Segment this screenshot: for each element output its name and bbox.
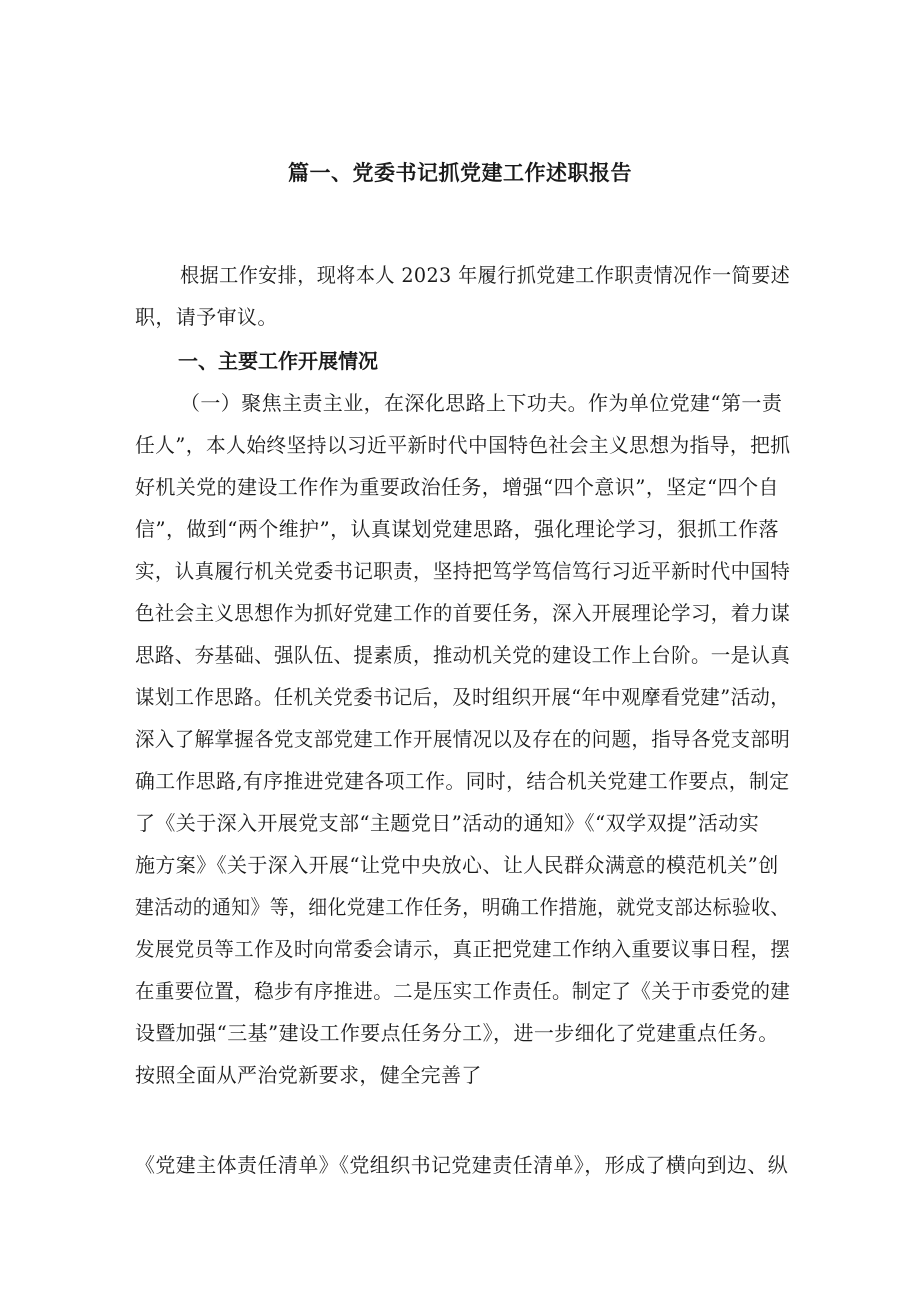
body-line: 发展党员等工作及时向常委会请示，真正把党建工作纳入重要议事日程，摆 <box>135 937 791 961</box>
body-line: 了《关于深入开展党支部“主题党日”活动的通知》《“双学双提”活动实 <box>135 811 760 835</box>
body-line: 实，认真履行机关党委书记职责，坚持把笃学笃信笃行习近平新时代中国特 <box>135 559 791 583</box>
body-line: 按照全面从严治党新要求，健全完善了 <box>135 1063 482 1087</box>
body-line: 确工作思路,有序推进党建各项工作。同时，结合机关党建工作要点，制定 <box>135 769 790 793</box>
body-line: 色社会主义思想作为抓好党建工作的首要任务，深入开展理论学习，着力谋 <box>135 601 791 625</box>
section-heading: 一、主要工作开展情况 <box>178 349 378 373</box>
continued-line: 《党建主体责任清单》《党组织书记党建责任清单》，形成了横向到边、纵 <box>135 1153 789 1177</box>
body-line: 信”，做到“两个维护”，认真谋划党建思路，强化理论学习，狠抓工作落 <box>135 517 779 541</box>
body-line: 深入了解掌握各党支部党建工作开展情况以及存在的问题，指导各党支部明 <box>135 727 791 751</box>
body-line: 建活动的通知》等，细化党建工作任务，明确工作措施，就党支部达标验收、 <box>135 895 790 919</box>
body-line: 设暨加强“三基”建设工作要点任务分工》，进一步细化了党建重点任务。 <box>135 1021 779 1045</box>
intro-line-2: 职，请予审议。 <box>135 305 278 329</box>
body-line: 在重要位置，稳步有序推进。二是压实工作责任。制定了《关于市委党的建 <box>135 979 791 1003</box>
body-line: 思路、夯基础、强队伍、提素质，推动机关党的建设工作上台阶。一是认真 <box>135 643 791 667</box>
body-line: 任人”，本人始终坚持以习近平新时代中国特色社会主义思想为指导，把抓 <box>135 433 791 457</box>
body-line: 好机关党的建设工作作为重要政治任务，增强“四个意识”，坚定“四个自 <box>135 475 779 499</box>
document-title: 篇一、党委书记抓党建工作述职报告 <box>288 161 632 185</box>
body-line: 施方案》《关于深入开展“让党中央放心、让人民群众满意的模范机关”创 <box>135 853 779 877</box>
intro-line-1: 根据工作安排，现将本人 2023 年履行抓党建工作职责情况作一简要述 <box>180 263 791 287</box>
body-line: （一）聚焦主责主业，在深化思路上下功夫。作为单位党建“第一责 <box>180 391 783 415</box>
body-line: 谋划工作思路。任机关党委书记后，及时组织开展“年中观摩看党建”活动， <box>135 685 791 709</box>
